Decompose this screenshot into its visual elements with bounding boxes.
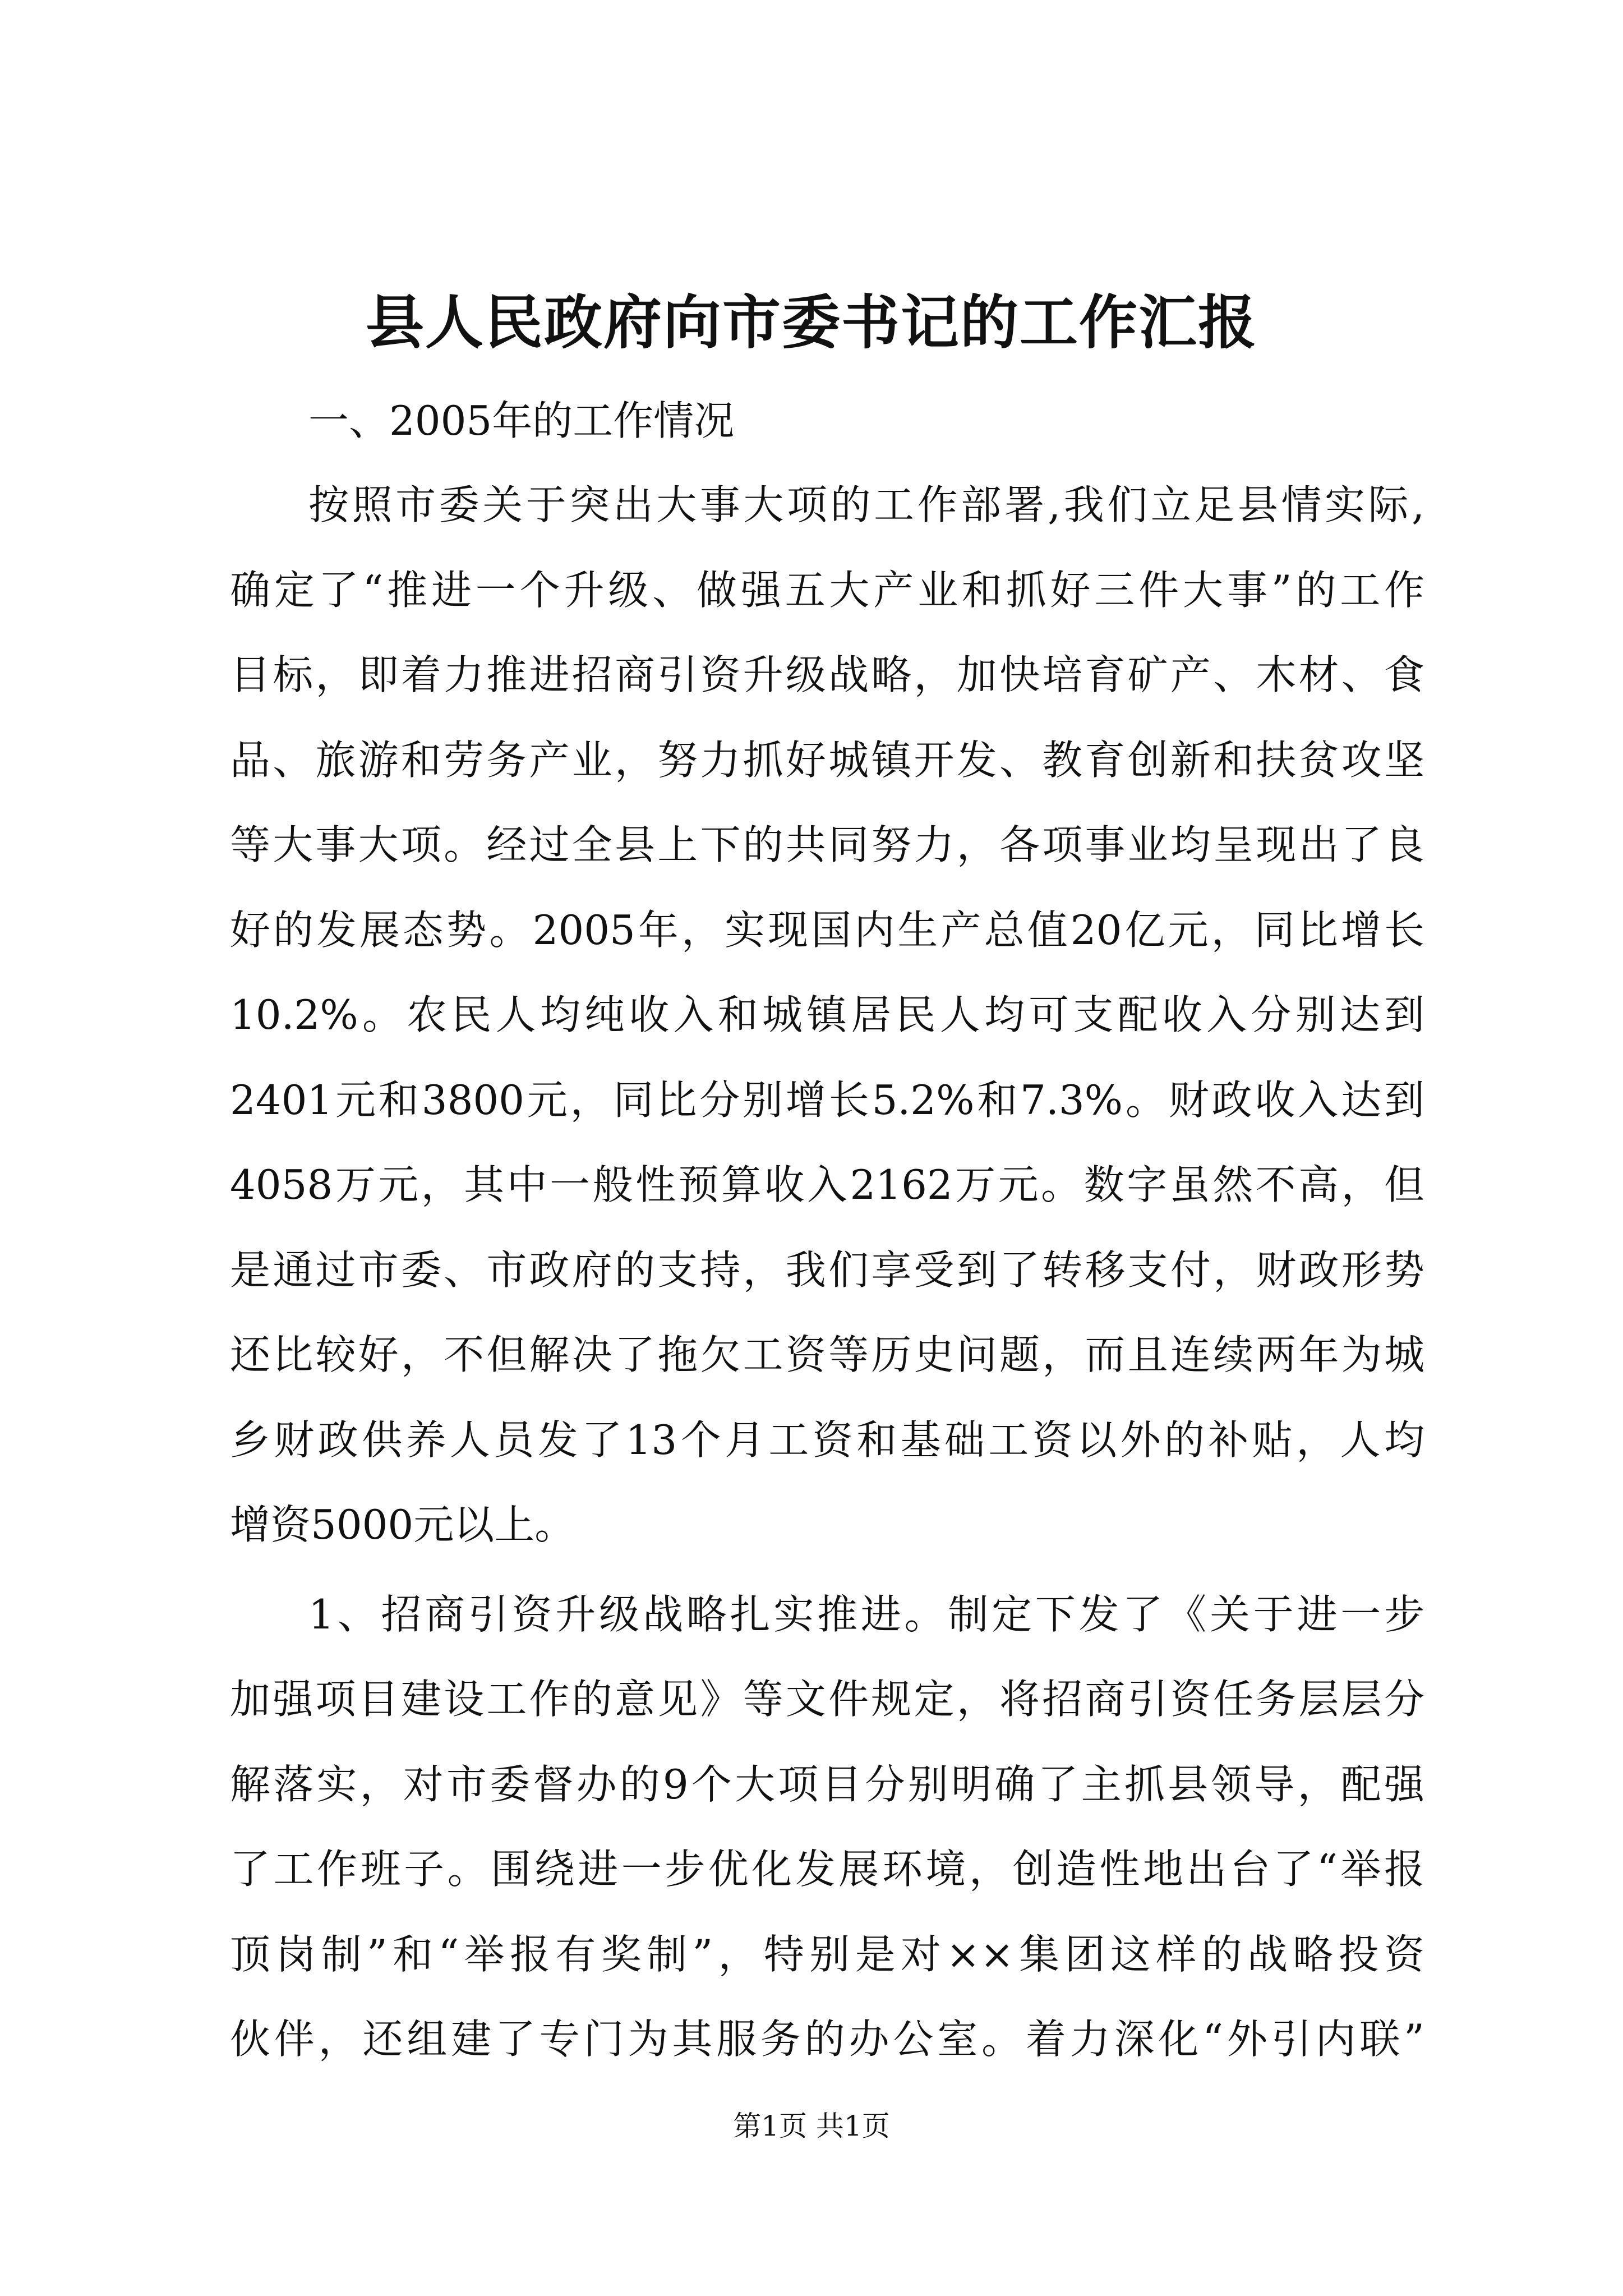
text-line: 4058万元，其中一般性预算收入2162万元。数字虽然不高，但 — [230, 1161, 1424, 1208]
text-line: 顶岗制”和“举报有奖制”，特别是对××集团这样的战略投资 — [230, 1930, 1424, 1978]
paragraph-work-overview — [230, 463, 1424, 1568]
text-line: 品、旅游和劳务产业，努力抓好城镇开发、教育创新和扶贫攻坚 — [230, 736, 1424, 784]
text-line: 10.2%。农民人均纯收入和城镇居民人均可支配收入分别达到 — [230, 991, 1424, 1038]
text-line: 好的发展态势。2005年，实现国内生产总值20亿元，同比增长 — [230, 906, 1424, 954]
text-line: 伙伴，还组建了专门为其服务的办公室。着力深化“外引内联” — [230, 2016, 1424, 2063]
section-heading: 一、2005年的工作情况 — [308, 397, 735, 444]
text-line: 是通过市委、市政府的支持，我们享受到了转移支付，财政形势 — [230, 1246, 1424, 1294]
document-body — [230, 379, 1424, 2082]
text-line: 按照市委关于突出大事大项的工作部署,我们立足县情实际, — [308, 481, 1424, 528]
text-line: 目标，即着力推进招商引资升级战略，加快培育矿产、木材、食 — [230, 651, 1424, 698]
text-line: 解落实，对市委督办的9个大项目分别明确了主抓县领导，配强 — [230, 1760, 1424, 1808]
paragraph-investment-strategy — [230, 1572, 1424, 2082]
document-title: 县人民政府向市委书记的工作汇报 — [365, 288, 1257, 357]
text-line: 乡财政供养人员发了13个月工资和基础工资以外的补贴，人均 — [230, 1416, 1424, 1464]
page-footer: 第1页 共1页 — [733, 2110, 890, 2142]
text-line: 了工作班子。围绕进一步优化发展环境，创造性地出台了“举报 — [230, 1846, 1424, 1893]
text-line: 1、招商引资升级战略扎实推进。制定下发了《关于进一步 — [308, 1590, 1424, 1638]
text-line: 增资5000元以上。 — [230, 1501, 575, 1548]
text-line: 确定了“推进一个升级、做强五大产业和抓好三件大事”的工作 — [230, 566, 1424, 614]
text-line: 2401元和3800元，同比分别增长5.2%和7.3%。财政收入达到 — [230, 1076, 1424, 1124]
paragraph-spacer — [230, 1568, 1424, 1572]
text-line: 加强项目建设工作的意见》等文件规定，将招商引资任务层层分 — [230, 1676, 1424, 1723]
text-line: 等大事大项。经过全县上下的共同努力，各项事业均呈现出了良 — [230, 821, 1424, 868]
text-line: 还比较好，不但解决了拖欠工资等历史问题，而且连续两年为城 — [230, 1331, 1424, 1378]
